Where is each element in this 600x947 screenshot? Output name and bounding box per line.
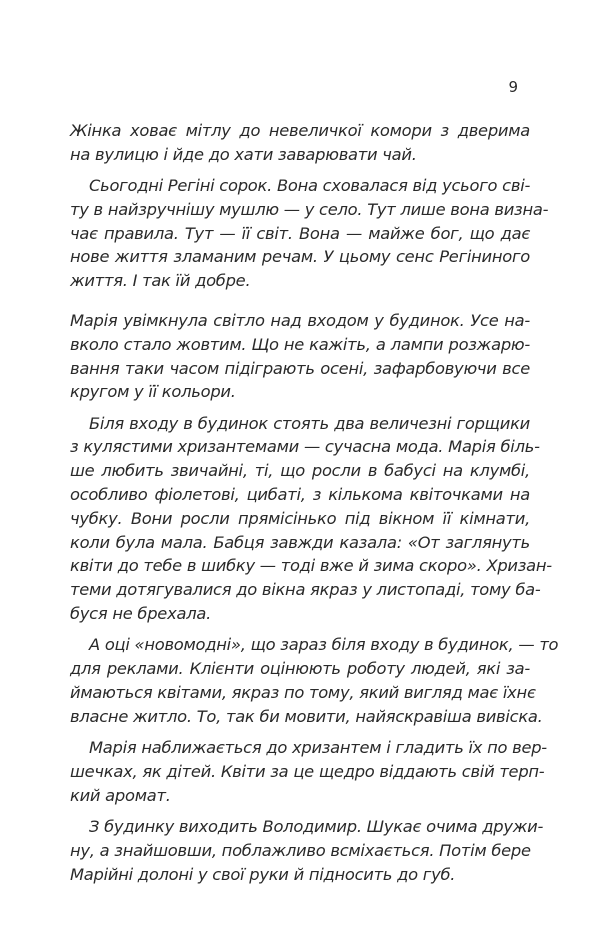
text-line: буся не брехала. — [70, 604, 211, 624]
text-line: Марія наближається до хризантем і гладить їх по вер- — [89, 738, 547, 758]
text-line: квіти до тебе в шибку — тоді вже й зима скоро». Хризан- — [70, 556, 552, 576]
text-line: Сьогодні Регіні сорок. Вона сховалася від усього сві- — [89, 176, 531, 196]
page-number: 9 — [508, 78, 518, 96]
paragraph — [70, 633, 559, 728]
paragraph — [70, 174, 549, 293]
text-line: Біля входу в будинок стоять два величезні горщики — [89, 413, 530, 433]
text-line: Жінка ховає мітлу до невеличкої комори з дверима — [70, 121, 530, 140]
text-line: ше любить звичайні, ті, що росли в бабусі на клумбі, — [70, 461, 530, 481]
text-line: З будинку виходить Володимир. Шукає очима дружи- — [89, 816, 544, 836]
text-line: А оці «новомодні», що зараз біля входу в будинок, — то — [89, 635, 559, 655]
text-line: вколо стало жовтим. Що не кажіть, а лампи розжарю- — [70, 334, 530, 354]
text-line: кругом у її кольори. — [70, 382, 236, 402]
text-line: вання таки часом підіграють осені, зафарбовуючи все — [70, 358, 530, 378]
text-line: чає правила. Тут — її світ. Вона — майже бог, що дає — [70, 223, 530, 243]
text-line: з кулястими хризантемами — сучасна мода. Марія біль- — [70, 437, 540, 457]
text-line: коли була мала. Бабця завжди казала: «От заглянуть — [70, 532, 530, 552]
text-section-2 — [70, 309, 559, 894]
paragraph — [70, 815, 544, 886]
text-line: теми дотягувалися до вікна якраз у листопаді, тому ба- — [70, 580, 541, 600]
paragraph — [70, 412, 552, 626]
text-line: особливо фіолетові, цибаті, з кількома квіточками на — [70, 485, 530, 505]
text-line: шечках, як дітей. Квіти за це щедро віддають свій терп- — [70, 761, 545, 781]
text-line: на вулицю і йде до хати заварювати чай. — [70, 144, 417, 164]
text-line: життя. І так їй добре. — [70, 271, 251, 291]
paragraph — [70, 736, 547, 807]
paragraph — [70, 309, 530, 404]
text-line: Марійні долоні у свої руки й підносить до губ. — [70, 864, 456, 884]
text-line: власне житло. То, так би мовити, найяскравіша вивіска. — [70, 706, 543, 726]
text-line: ну, а знайшовши, поблажливо всміхається. Потім бере — [70, 840, 531, 860]
text-line: чубку. Вони росли прямісінько під вікном її кімнати, — [70, 508, 530, 528]
text-section-1 — [70, 119, 549, 301]
text-line: нове життя зламаним речам. У цьому сенс Регіниного — [70, 247, 530, 267]
text-line: для реклами. Клієнти оцінюють роботу людей, які за- — [70, 659, 530, 679]
text-line: кий аромат. — [70, 785, 171, 805]
text-line: Марія увімкнула світло над входом у будинок. Усе на- — [70, 311, 530, 330]
text-line: ту в найзручнішу мушлю — у село. Тут лише вона визна- — [70, 199, 549, 219]
paragraph — [70, 119, 530, 167]
text-line: ймаються квітами, якраз по тому, який вигляд має їхнє — [70, 682, 536, 702]
